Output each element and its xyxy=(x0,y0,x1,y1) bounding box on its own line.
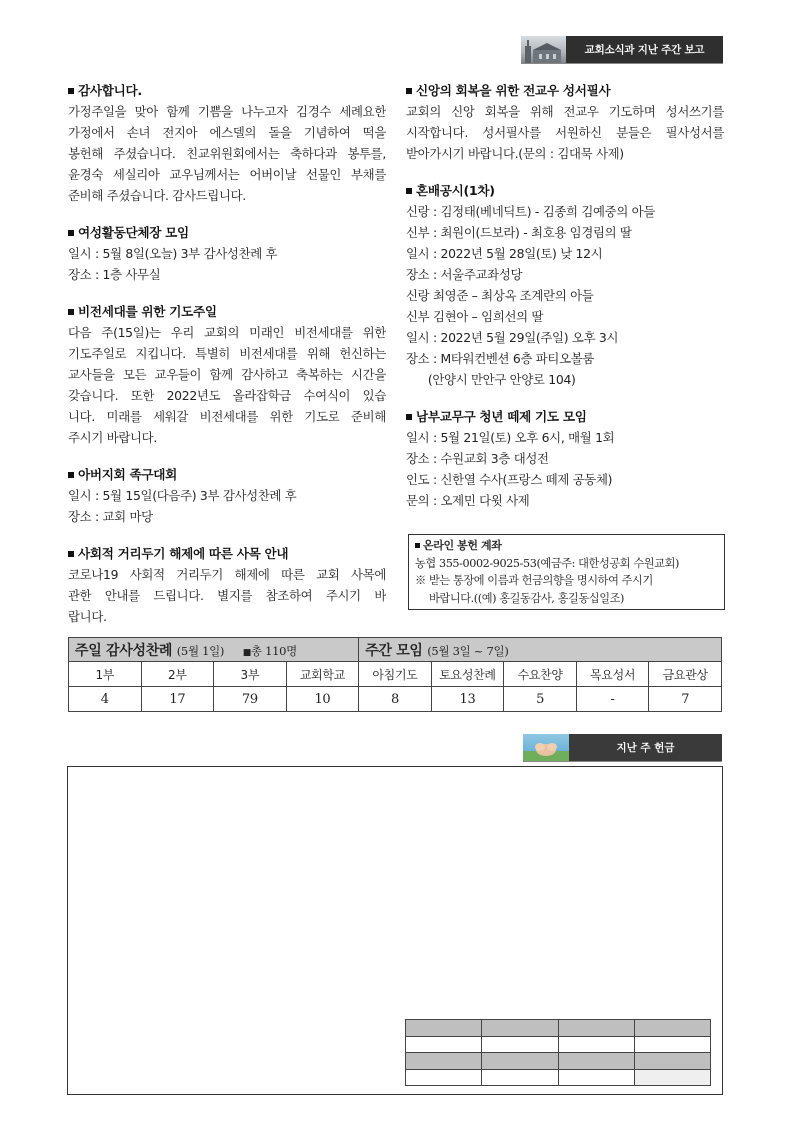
table-cell: 17 xyxy=(141,687,214,712)
notice-distancing xyxy=(68,543,386,627)
attendance-labels-row xyxy=(69,662,722,687)
divider xyxy=(523,761,722,762)
table-cell xyxy=(558,1053,634,1070)
notice-line: 관한 안내를 드립니다. 별지를 참조하여 주시기 바 xyxy=(68,588,386,603)
table-row xyxy=(406,1020,711,1037)
table-cell: 목요성서 xyxy=(576,662,649,687)
divider xyxy=(521,63,723,64)
sunday-date: (5월 1일) xyxy=(176,643,225,658)
notice-line: 받아가시기 바랍니다.(문의 : 김대묵 사제) xyxy=(406,146,624,161)
table-cell: 3부 xyxy=(214,662,287,687)
bullet-square-icon xyxy=(406,88,412,94)
notice-women-leaders xyxy=(68,222,386,285)
notice-line: 교사들을 모든 교우들이 함께 감사하고 축복하는 시간을 xyxy=(68,367,386,382)
notice-line: 신랑 : 김정태(베네딕트) - 김종희 김예중의 아들 xyxy=(406,204,655,219)
table-cell xyxy=(406,1053,482,1070)
table-cell xyxy=(406,1069,482,1086)
notice-line: 준비해 주셨습니다. 감사드립니다. xyxy=(68,188,246,203)
table-row xyxy=(406,1036,711,1053)
page-title: 교회소식과 지난 주간 보고 xyxy=(566,36,723,63)
bullet-square-icon: ■ xyxy=(242,647,251,658)
table-cell xyxy=(482,1036,558,1053)
table-row xyxy=(406,1069,711,1086)
table-cell xyxy=(482,1053,558,1070)
notice-taize-prayer xyxy=(406,406,724,511)
weekly-header-cell xyxy=(359,638,722,662)
online-offering-box xyxy=(408,534,725,610)
notice-line: 봉헌해 주셨습니다. 친교위원회에서는 축하다과 봉투를, xyxy=(68,146,386,161)
bullet-square-icon xyxy=(406,414,412,420)
notice-marriage-banns xyxy=(406,180,724,390)
notice-line: 다음 주(15일)는 우리 교회의 미래인 비전세대를 위한 xyxy=(68,325,386,340)
notice-line: 일시 : 5월 15일(다음주) 3부 감사성찬례 후 xyxy=(68,488,297,503)
notice-line: 신부 : 최원이(드보라) - 최호용 임경림의 딸 xyxy=(406,225,632,240)
table-cell xyxy=(482,1020,558,1037)
attendance-table xyxy=(68,637,722,712)
notice-fathers-football xyxy=(68,464,386,527)
notice-bible-copying xyxy=(406,80,724,164)
notice-line: 장소 : 수원교회 3층 대성전 xyxy=(406,451,549,466)
notice-line: 일시 : 5월 8일(오늘) 3부 감사성찬례 후 xyxy=(68,246,278,261)
table-cell: 아침기도 xyxy=(359,662,432,687)
table-cell xyxy=(406,1036,482,1053)
online-offering-title: 온라인 봉헌 계좌 xyxy=(423,539,502,552)
bank-account: 농협 355-0002-9025-53(예금주: 대한성공회 수원교회) xyxy=(415,556,679,570)
table-cell: 13 xyxy=(431,687,504,712)
notice-line: 윤경숙 세실리아 교우님께서는 어버이날 선물인 부채를 xyxy=(68,167,386,182)
notice-line: 주시기 바랍니다. xyxy=(68,430,157,445)
notice-line: 일시 : 2022년 5월 29일(주일) 오후 3시 xyxy=(406,330,619,345)
notice-line: 시작합니다. 성서필사를 서원하신 분들은 필사성서를 xyxy=(406,125,724,140)
table-cell: 79 xyxy=(214,687,287,712)
notice-title: 신앙의 회복을 위한 전교우 성서필사 xyxy=(416,83,611,98)
table-row xyxy=(406,1053,711,1070)
table-cell: 1부 xyxy=(69,662,142,687)
left-column xyxy=(68,80,386,643)
notice-title: 비전세대를 위한 기도주일 xyxy=(78,304,217,319)
notice-line: 장소 : 교회 마당 xyxy=(68,509,153,524)
notice-line: 일시 : 2022년 5월 28일(토) 낮 12시 xyxy=(406,246,603,261)
notice-title: 여성활동단체장 모임 xyxy=(78,225,189,240)
sunday-header-cell xyxy=(69,638,359,662)
table-cell xyxy=(634,1020,710,1037)
table-cell: 수요찬양 xyxy=(504,662,577,687)
notice-thanks xyxy=(68,80,386,206)
hands-image xyxy=(523,734,569,761)
bullet-square-icon xyxy=(68,551,74,557)
notice-line: 기도주일로 지킵니다. 특별히 비전세대를 위해 헌신하는 xyxy=(68,346,386,361)
table-cell: 금요관상 xyxy=(649,662,722,687)
table-cell xyxy=(634,1053,710,1070)
sunday-title: 주일 감사성찬례 xyxy=(75,642,173,659)
bullet-square-icon xyxy=(68,472,74,478)
offering-title: 지난 주 헌금 xyxy=(569,734,722,761)
table-cell xyxy=(634,1069,710,1086)
church-building-image xyxy=(521,36,566,63)
notice-line: 갖습니다. 또한 2022년도 올라잡학금 수여식이 있습 xyxy=(68,388,386,403)
notice-title: 혼배공시(1차) xyxy=(416,183,495,198)
table-cell xyxy=(482,1069,558,1086)
offering-table xyxy=(405,1019,711,1086)
bullet-square-icon xyxy=(68,88,74,94)
notice-title: 사회적 거리두기 해제에 따른 사목 안내 xyxy=(78,546,289,561)
notice-line: 코로나19 사회적 거리두기 해제에 따른 교회 사목에 xyxy=(68,567,386,582)
table-cell xyxy=(558,1036,634,1053)
table-cell xyxy=(406,1020,482,1037)
notice-line: 일시 : 5월 21일(토) 오후 6시, 매월 1회 xyxy=(406,430,615,445)
notice-vision-prayer xyxy=(68,301,386,448)
notice-line: 가정에서 손녀 전지아 에스델의 돌을 기념하여 떡을 xyxy=(68,125,386,140)
bullet-square-icon xyxy=(415,543,420,548)
table-cell: 토요성찬례 xyxy=(431,662,504,687)
notice-line: 가정주일을 맞아 함께 기쁨을 나누고자 김경수 세례요한 xyxy=(68,104,386,119)
table-cell: 8 xyxy=(359,687,432,712)
right-column xyxy=(406,80,724,527)
offering-note: ※ 받는 통장에 이름과 헌금의향을 명시하여 주시기 xyxy=(415,574,653,587)
weekly-title: 주간 모임 xyxy=(365,642,423,659)
notice-line: 신랑 최영준 – 최상옥 조계란의 아들 xyxy=(406,288,594,303)
table-cell: 7 xyxy=(649,687,722,712)
table-cell xyxy=(558,1020,634,1037)
offering-note: 바랍니다.((예) 홍길동감사, 홍길동십일조) xyxy=(429,591,624,605)
table-cell: - xyxy=(576,687,649,712)
table-cell: 4 xyxy=(69,687,142,712)
bullet-square-icon xyxy=(68,230,74,236)
notice-line: 랍니다. xyxy=(68,609,107,624)
notice-title: 감사합니다. xyxy=(78,83,142,98)
section-header-badge xyxy=(521,36,723,63)
weekly-date: (5월 3일 ~ 7일) xyxy=(427,643,509,658)
table-cell: 5 xyxy=(504,687,577,712)
table-cell: 교회학교 xyxy=(286,662,359,687)
notice-line: 장소 : 서울주교좌성당 xyxy=(406,267,523,282)
table-cell: 10 xyxy=(286,687,359,712)
table-cell: 2부 xyxy=(141,662,214,687)
notice-line: 니다. 미래를 세워갈 비전세대를 위한 기도로 준비해 xyxy=(68,409,386,424)
table-cell xyxy=(558,1069,634,1086)
notice-line: 문의 : 오제민 다윗 사제 xyxy=(406,493,530,508)
bullet-square-icon xyxy=(406,188,412,194)
notice-line: 신부 김현아 – 임희선의 딸 xyxy=(406,309,544,324)
attendance-header-row xyxy=(69,638,722,662)
notice-line: 인도 : 신한열 수사(프랑스 떼제 공동체) xyxy=(406,472,613,487)
bullet-square-icon xyxy=(68,309,74,315)
notice-line: 장소 : 1층 사무실 xyxy=(68,267,161,282)
offering-header-badge xyxy=(523,734,722,761)
notice-title: 아버지회 족구대회 xyxy=(78,467,178,482)
table-cell xyxy=(634,1036,710,1053)
notice-line: 교회의 신앙 회복을 위해 전교우 기도하며 성서쓰기를 xyxy=(406,104,724,119)
notice-line: (안양시 만안구 안양로 104) xyxy=(406,372,576,387)
attendance-values-row xyxy=(69,687,722,712)
notice-line: 장소 : M타워컨벤션 6층 파티오볼룸 xyxy=(406,351,595,366)
sunday-total: 총 110명 xyxy=(250,643,297,658)
notice-title: 남부교무구 청년 떼제 기도 모임 xyxy=(416,409,587,424)
